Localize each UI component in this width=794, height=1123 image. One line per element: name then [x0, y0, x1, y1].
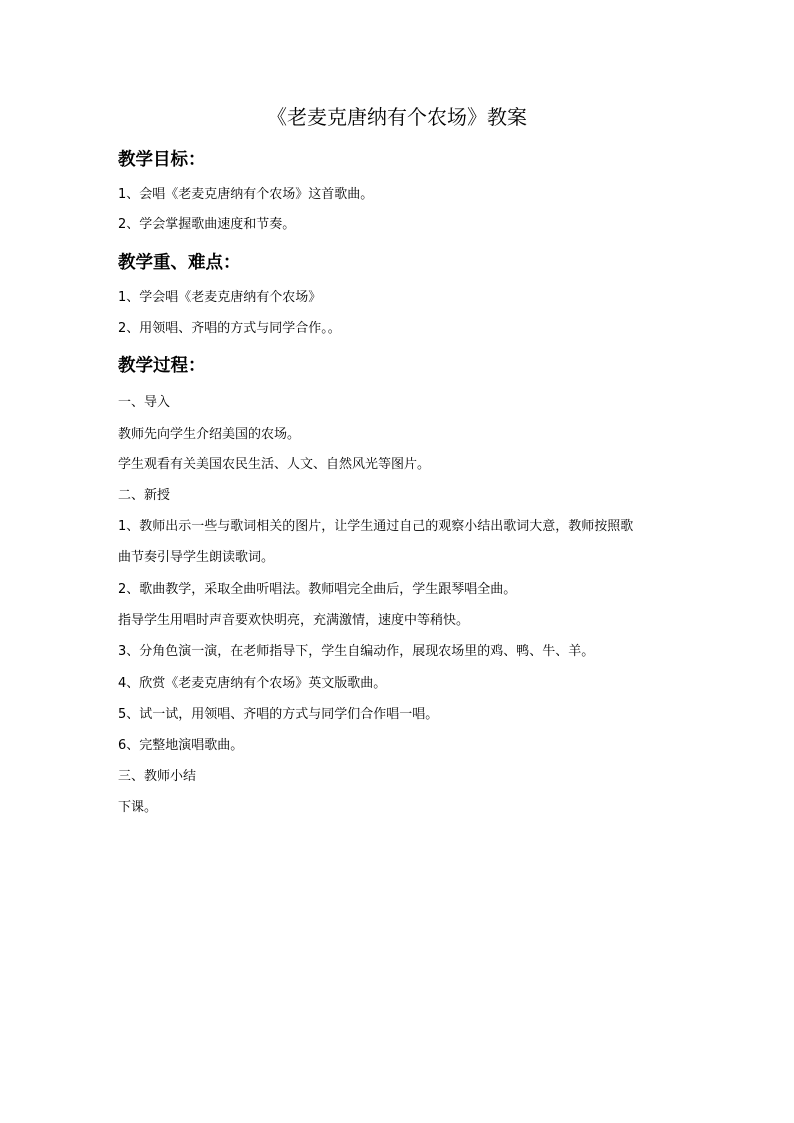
- process-line: 三、教师小结: [118, 769, 197, 784]
- key-point-line: 1、学会唱《老麦克唐纳有个农场》: [118, 290, 322, 305]
- process-line: 3、分角色演一演，在老师指导下，学生自编动作，展现农场里的鸡、鸭、牛、羊。: [118, 644, 595, 659]
- process-line: 4、欣赏《老麦克唐纳有个农场》英文版歌曲。: [118, 676, 387, 691]
- objective-line: 2、学会掌握歌曲速度和节奏。: [118, 217, 296, 232]
- section-heading-objectives: 教学目标：: [118, 150, 206, 170]
- document-title: 《老麦克唐纳有个农场》教案: [267, 105, 527, 129]
- process-line: 5、试一试，用领唱、齐唱的方式与同学们合作唱一唱。: [118, 707, 439, 722]
- process-line: 二、新授: [118, 488, 171, 503]
- process-line: 教师先向学生介绍美国的农场。: [118, 427, 301, 442]
- process-line: 指导学生用唱时声音要欢快明亮，充满激情，速度中等稍快。: [118, 613, 470, 628]
- process-line: 6、完整地演唱歌曲。: [118, 738, 244, 753]
- section-heading-key-points: 教学重、难点：: [118, 253, 241, 273]
- process-line: 1、教师出示一些与歌词相关的图片，让学生通过自己的观察小结出歌词大意，教师按照歌: [118, 519, 634, 534]
- process-line: 学生观看有关美国农民生活、人文、自然风光等图片。: [118, 457, 431, 472]
- process-line: 下课。: [118, 800, 158, 815]
- section-heading-process: 教学过程：: [118, 356, 206, 376]
- objective-line: 1、会唱《老麦克唐纳有个农场》这首歌曲。: [118, 187, 374, 202]
- process-line: 一、导入: [118, 395, 171, 410]
- key-point-line: 2、用领唱、齐唱的方式与同学合作。。: [118, 321, 341, 336]
- process-line: 曲节奏引导学生朗读歌词。: [118, 550, 275, 565]
- process-line: 2、歌曲教学，采取全曲听唱法。教师唱完全曲后，学生跟琴唱全曲。: [118, 582, 517, 597]
